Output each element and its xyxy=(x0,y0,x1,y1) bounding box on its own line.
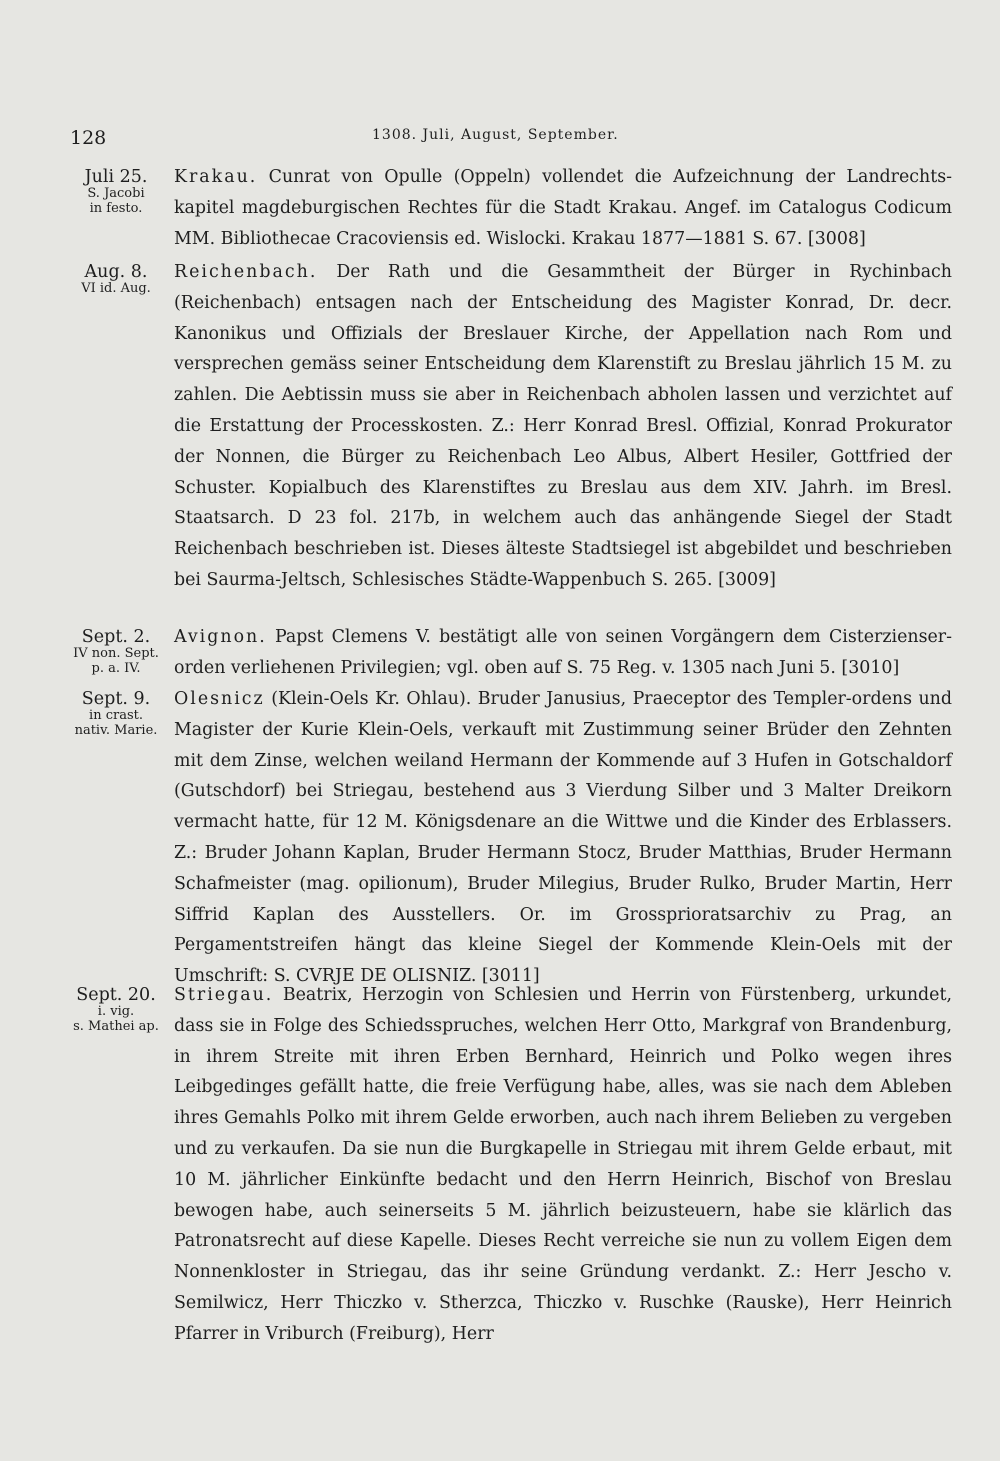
entry-place: Avignon. xyxy=(174,627,267,647)
entry-feast: VI id. Aug. xyxy=(81,281,151,296)
entry-date: Juli 25. xyxy=(84,167,148,187)
entry-date-margin xyxy=(60,168,172,216)
regest-entry xyxy=(60,986,960,1356)
entry-feast: in crast. xyxy=(89,708,143,723)
entry-feast: S. Jacobi xyxy=(87,186,145,201)
page-number: 128 xyxy=(70,127,107,149)
entry-text xyxy=(174,684,952,992)
entry-body: (Klein-Oels Kr. Ohlau). Bruder Janusius, Praeceptor des Templer-ordens und Magister der Kurie Klein-Oels, verkauft mit Zustimmung seiner Brüder den Zehnten mit dem Zinse, welchen weiland Hermann der Kommende auf 3 Hufen in Gotschaldorf (Gutschdorf) bei Striegau, bestehend aus 3 Vierdung Silber und 3 Malter Dreikorn vermacht hatte, für 12 M. Königsdenare an die Wittwe und die Kinder des Erblassers. Z.: Bruder Johann Kaplan, Bruder Hermann Stocz, Bruder Matthias, Bruder Hermann Schafmeister (mag. opilionum), Bruder Milegius, Bruder Rulko, Bruder Martin, Herr Siffrid Kaplan des Ausstellers. Or. im Grossprioratsarchiv zu Prag, an Pergamentstreifen hängt das kleine Siegel der Kommende Klein-Oels mit der Umschrift: S. CVRJE DE OLISNIZ. xyxy=(174,689,953,987)
entry-text xyxy=(174,980,952,1350)
entry-body: Cunrat von Opulle (Oppeln) vollendet die Aufzeichnung der Landrechts-kapitel magdeburgischen Rechtes für die Stadt Krakau. Angef. im Catalogus Codicum MM. Bibliothecae Cracoviensis ed. Wislocki. Krakau 1877—1881 S. 67. xyxy=(174,167,953,249)
entry-feast: i. vig. xyxy=(97,1004,135,1019)
entry-feast: IV non. Sept. xyxy=(73,646,159,661)
entry-text xyxy=(174,622,952,684)
entry-number: [3008] xyxy=(807,228,866,249)
entry-date: Sept. 2. xyxy=(81,627,151,647)
entry-feast-2: p. a. IV. xyxy=(91,661,141,676)
entry-number: [3010] xyxy=(841,657,900,678)
regest-entry xyxy=(60,263,960,623)
running-title: 1308. Juli, August, September. xyxy=(372,127,619,143)
entry-body: Beatrix, Herzogin von Schlesien und Herrin von Fürstenberg, urkundet, dass sie in Folge des Schiedsspruches, welchen Herr Otto, Markgraf von Brandenburg, in ihrem Streite mit ihren Erben Bernhard, Heinrich und Polko wegen ihres Leibgedinges gefällt hatte, die freie Verfügung habe, alles, was sie nach dem Ableben ihres Gemahls Polko mit ihrem Gelde erworben, auch nach ihrem Belieben zu vergeben und zu verkaufen. Da sie nun die Burgkapelle in Striegau mit ihrem Gelde erbaut, mit 10 M. jährlicher Einkünfte bedacht und den Herrn Heinrich, Bischof von Breslau bewogen habe, auch seinerseits 5 M. jährlich beizusteuern, habe sie klärlich das Patronatsrecht auf diese Kapelle. Dieses Recht verreiche sie nun zu vollem Eigen dem Nonnenkloster in Striegau, das ihr seine Gründung verdankt. Z.: Herr Jescho v. Semilwicz, Herr Thiczko v. Stherzca, Thiczko v. Ruschke (Rauske), Herr Heinrich Pfarrer in Vriburch (Freiburg), Herr xyxy=(174,985,952,1344)
entry-text xyxy=(174,257,952,596)
entry-text xyxy=(174,162,952,254)
entry-date: Sept. 9. xyxy=(81,689,151,709)
entry-feast-2: in festo. xyxy=(89,201,143,216)
entry-body: Der Rath und die Gesammtheit der Bürger in Rychinbach (Reichenbach) entsagen nach der Entscheidung des Magister Konrad, Dr. decr. Kanonikus und Offizials der Breslauer Kirche, der Appellation nach Rom und versprechen gemäss seiner Entscheidung dem Klarenstift zu Breslau jährlich 15 M. zu zahlen. Die Aebtissin muss sie aber in Reichenbach abholen lassen und verzichtet auf die Erstattung der Processkosten. Z.: Herr Konrad Bresl. Offizial, Konrad Prokurator der Nonnen, die Bürger zu Reichenbach Leo Albus, Albert Hesiler, Gottfried der Schuster. Kopialbuch des Klarenstiftes zu Breslau aus dem XIV. Jahrh. im Bresl. Staatsarch. D 23 fol. 217b, in welchem auch das anhängende Siegel der Stadt Reichenbach beschrieben ist. Dieses älteste Stadtsiegel ist abgebildet und beschrieben bei Saurma-Jeltsch, Schlesisches Städte-Wappenbuch S. 265. xyxy=(174,262,953,590)
entry-date: Sept. 20. xyxy=(76,985,156,1005)
entry-feast-2: nativ. Marie. xyxy=(74,723,158,738)
entry-feast-2: s. Mathei ap. xyxy=(73,1019,159,1034)
entry-place: Reichenbach. xyxy=(174,262,318,282)
entry-place: Olesnicz xyxy=(174,689,265,709)
entry-date-margin xyxy=(60,986,172,1034)
entry-place: Striegau. xyxy=(174,985,274,1005)
entry-date-margin xyxy=(60,628,172,676)
entry-place: Krakau. xyxy=(174,167,258,187)
entry-date-margin xyxy=(60,263,172,296)
entry-date-margin xyxy=(60,690,172,738)
entry-body: Papst Clemens V. bestätigt alle von seinen Vorgängern dem Cisterzienser-orden verliehenen Privilegien; vgl. oben auf S. 75 Reg. v. 1305 nach Juni 5. xyxy=(174,627,952,678)
entry-date: Aug. 8. xyxy=(84,262,148,282)
entry-number: [3009] xyxy=(718,569,776,590)
regest-entry xyxy=(60,628,960,684)
regest-entry xyxy=(60,168,960,260)
entry-number: [3011] xyxy=(481,966,540,987)
regest-entry xyxy=(60,689,960,987)
